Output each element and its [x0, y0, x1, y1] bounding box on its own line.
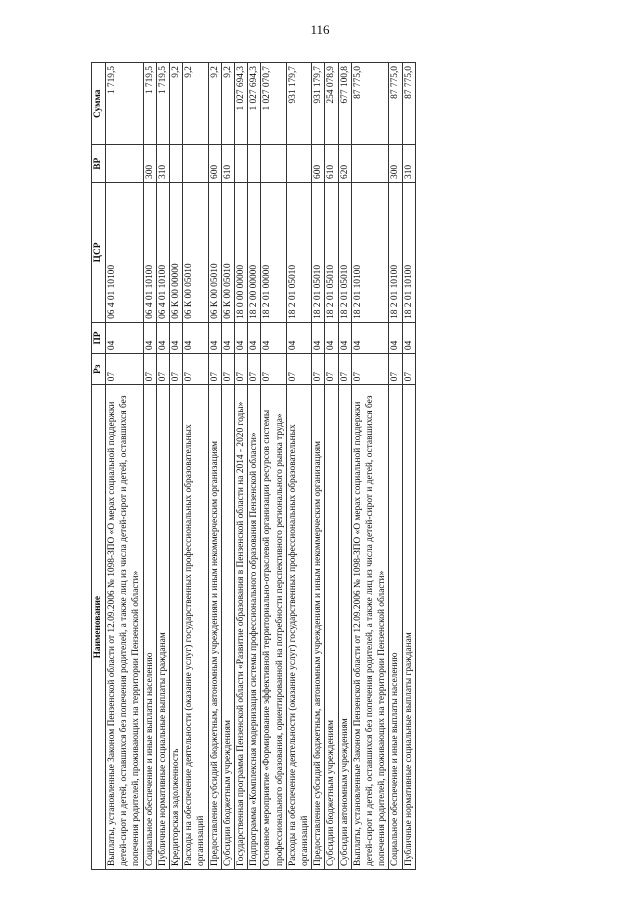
cell-pr: 04	[312, 322, 325, 353]
cell-csr: 06 К 00 05010	[208, 182, 221, 322]
cell-rz: 07	[351, 354, 389, 385]
cell-sum: 9,2	[221, 63, 234, 146]
cell-name: Предоставление субсидий бюджетным, автономным учреждениям и иным некоммерческим организациям	[208, 385, 221, 870]
cell-pr: 04	[389, 322, 402, 353]
cell-name: Выплаты, установленные Законом Пензенской области от 12.09.2006 № 1098-ЗПО «О мерах социальной поддержки детей-сирот и детей, оставшихся без попечения родителей, а также лиц из числа детей-сирот и детей, оставшихся без попечения родителей, проживающих на территории Пензенской области»	[106, 385, 144, 870]
cell-vr	[351, 145, 389, 182]
cell-name: Субсидии автономным учреждениям	[338, 385, 351, 870]
cell-pr: 04	[156, 322, 169, 353]
cell-vr	[235, 145, 248, 182]
cell-name: Государственная программа Пензенской области «Развитие образования в Пензенской области на 2014 - 2020 годы»	[235, 385, 248, 870]
cell-rz: 07	[402, 354, 415, 385]
cell-rz: 07	[170, 354, 183, 385]
cell-sum: 1 027 694,3	[248, 63, 261, 146]
cell-csr: 18 2 01 05010	[286, 182, 311, 322]
cell-pr: 04	[208, 322, 221, 353]
table-body	[106, 63, 416, 870]
table-row	[156, 63, 169, 870]
header-sum: Сумма	[92, 63, 106, 146]
cell-rz: 07	[156, 354, 169, 385]
cell-pr: 04	[106, 322, 144, 353]
cell-rz: 07	[248, 354, 261, 385]
cell-csr: 06 4 01 10100	[143, 182, 156, 322]
cell-sum: 87 775,0	[389, 63, 402, 146]
cell-sum: 9,2	[170, 63, 183, 146]
cell-csr: 06 4 01 10100	[106, 182, 144, 322]
table-row	[261, 63, 286, 870]
table-row	[312, 63, 325, 870]
cell-rz: 07	[286, 354, 311, 385]
cell-rz: 07	[389, 354, 402, 385]
cell-rz: 07	[221, 354, 234, 385]
cell-vr: 300	[143, 145, 156, 182]
cell-pr: 04	[170, 322, 183, 353]
cell-pr: 04	[286, 322, 311, 353]
cell-name: Выплаты, установленные Законом Пензенской области от 12.09.2006 № 1098-ЗПО «О мерах социальной поддержки детей-сирот и детей, оставшихся без попечения родителей, а также лиц из числа детей-сирот и детей, оставшихся без попечения родителей, проживающих на территории Пензенской области»	[351, 385, 389, 870]
cell-csr: 18 2 01 05010	[312, 182, 325, 322]
cell-vr: 620	[338, 145, 351, 182]
cell-csr: 18 0 00 00000	[235, 182, 248, 322]
table-row	[338, 63, 351, 870]
cell-pr: 04	[221, 322, 234, 353]
cell-sum: 254 078,9	[325, 63, 338, 146]
cell-vr	[286, 145, 311, 182]
header-vr: ВР	[92, 145, 106, 182]
cell-csr: 18 2 01 10100	[389, 182, 402, 322]
table-row	[183, 63, 208, 870]
cell-csr: 18 2 01 00000	[261, 182, 286, 322]
rotated-table-container	[91, 62, 569, 870]
cell-vr: 600	[312, 145, 325, 182]
cell-pr: 04	[402, 322, 415, 353]
budget-table	[91, 62, 416, 870]
header-name: Наименование	[92, 385, 106, 870]
cell-name: Расходы на обеспечение деятельности (оказание услуг) государственных профессиональных образовательных организаций	[286, 385, 311, 870]
table-row	[106, 63, 144, 870]
cell-sum: 1 027 694,3	[235, 63, 248, 146]
cell-pr: 04	[183, 322, 208, 353]
cell-sum: 87 775,0	[402, 63, 415, 146]
cell-sum: 1 027 070,7	[261, 63, 286, 146]
cell-vr: 610	[325, 145, 338, 182]
cell-name: Расходы на обеспечение деятельности (оказание услуг) государственных профессиональных образовательных организаций	[183, 385, 208, 870]
cell-rz: 07	[143, 354, 156, 385]
cell-pr: 04	[143, 322, 156, 353]
cell-vr: 300	[389, 145, 402, 182]
cell-csr: 06 К 00 05010	[183, 182, 208, 322]
cell-csr: 18 2 01 10100	[402, 182, 415, 322]
table-row	[143, 63, 156, 870]
cell-sum: 9,2	[183, 63, 208, 146]
cell-vr: 610	[221, 145, 234, 182]
cell-name: Основное мероприятие «Формирование эффективной территориально-отраслевой организации ресурсов системы профессионального образования, ориентированной на потребности перспективного регионального рынка труда»	[261, 385, 286, 870]
cell-rz: 07	[208, 354, 221, 385]
cell-rz: 07	[261, 354, 286, 385]
table-row	[235, 63, 248, 870]
cell-vr	[183, 145, 208, 182]
table-row	[221, 63, 234, 870]
cell-rz: 07	[183, 354, 208, 385]
cell-csr: 06 К 00 00000	[170, 182, 183, 322]
table-header-row	[92, 63, 106, 870]
cell-vr	[261, 145, 286, 182]
cell-pr: 04	[325, 322, 338, 353]
cell-name: Социальное обеспечение и иные выплаты населению	[143, 385, 156, 870]
cell-pr: 04	[351, 322, 389, 353]
table-row	[208, 63, 221, 870]
cell-sum: 9,2	[208, 63, 221, 146]
cell-name: Кредиторская задолженность	[170, 385, 183, 870]
cell-name: Публичные нормативные социальные выплаты гражданам	[156, 385, 169, 870]
cell-rz: 07	[235, 354, 248, 385]
header-pr: ПР	[92, 322, 106, 353]
cell-sum: 87 775,0	[351, 63, 389, 146]
cell-sum: 1 719,5	[143, 63, 156, 146]
cell-vr	[248, 145, 261, 182]
cell-pr: 04	[235, 322, 248, 353]
cell-sum: 1 719,5	[156, 63, 169, 146]
cell-pr: 04	[248, 322, 261, 353]
table-row	[248, 63, 261, 870]
cell-name: Субсидии бюджетным учреждениям	[221, 385, 234, 870]
cell-csr: 06 К 00 05010	[221, 182, 234, 322]
cell-sum: 1 719,5	[106, 63, 144, 146]
cell-csr: 06 4 01 10100	[156, 182, 169, 322]
cell-vr: 310	[402, 145, 415, 182]
cell-csr: 18 2 01 05010	[338, 182, 351, 322]
cell-sum: 931 179,7	[312, 63, 325, 146]
cell-rz: 07	[106, 354, 144, 385]
table-row	[351, 63, 389, 870]
cell-rz: 07	[338, 354, 351, 385]
cell-name: Подпрограмма «Комплексная модернизация системы профессионального образования Пензенской области»	[248, 385, 261, 870]
cell-vr	[170, 145, 183, 182]
cell-sum: 677 100,8	[338, 63, 351, 146]
cell-csr: 18 2 00 00000	[248, 182, 261, 322]
cell-name: Публичные нормативные социальные выплаты гражданам	[402, 385, 415, 870]
cell-rz: 07	[325, 354, 338, 385]
cell-name: Предоставление субсидий бюджетным, автономным учреждениям и иным некоммерческим организациям	[312, 385, 325, 870]
cell-vr: 310	[156, 145, 169, 182]
header-csr: ЦСР	[92, 182, 106, 322]
table-row	[170, 63, 183, 870]
cell-name: Субсидии бюджетным учреждениям	[325, 385, 338, 870]
cell-pr: 04	[338, 322, 351, 353]
cell-vr: 600	[208, 145, 221, 182]
header-rz: Рз	[92, 354, 106, 385]
cell-sum: 931 179,7	[286, 63, 311, 146]
cell-pr: 04	[261, 322, 286, 353]
cell-csr: 18 2 01 05010	[325, 182, 338, 322]
table-row	[402, 63, 415, 870]
table-row	[286, 63, 311, 870]
table-row	[389, 63, 402, 870]
cell-rz: 07	[312, 354, 325, 385]
page-number: 116	[310, 22, 330, 37]
cell-vr	[106, 145, 144, 182]
cell-name: Социальное обеспечение и иные выплаты населению	[389, 385, 402, 870]
cell-csr: 18 2 01 10100	[351, 182, 389, 322]
table-row	[325, 63, 338, 870]
